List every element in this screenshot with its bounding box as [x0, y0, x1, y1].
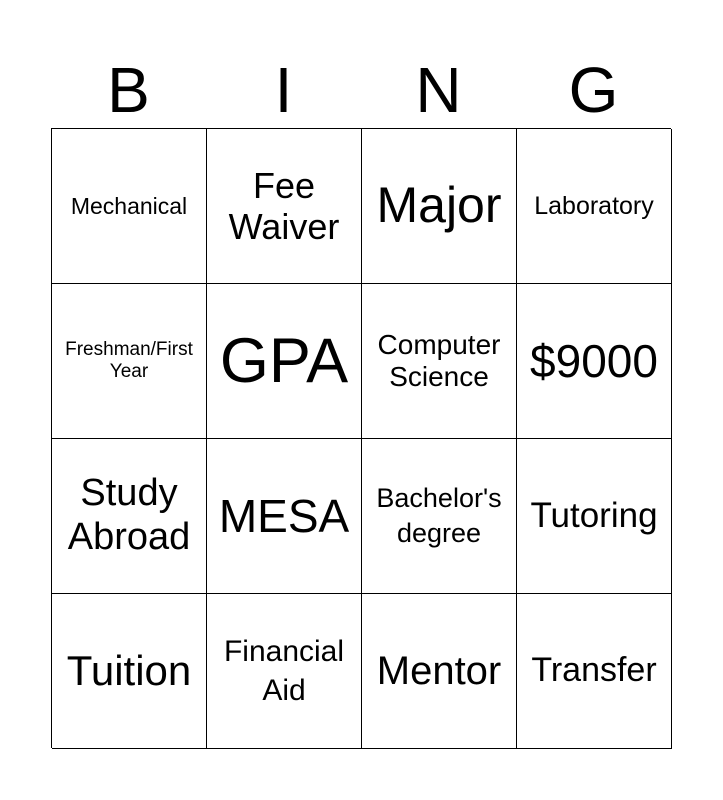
cell-label: Bachelor's degree [376, 482, 502, 548]
bingo-cell[interactable] [362, 594, 517, 749]
bingo-cell[interactable] [207, 594, 362, 749]
bingo-cell[interactable] [517, 284, 672, 439]
header-letter-g: G [568, 54, 619, 126]
cell-label: $9000 [530, 334, 658, 387]
cell-label: Tuition [66, 646, 192, 694]
bingo-cell[interactable] [207, 129, 362, 284]
cell-label: Computer Science [377, 328, 501, 392]
cell-label: Mentor [376, 649, 502, 693]
bingo-cell[interactable] [52, 284, 207, 439]
bingo-cell[interactable] [52, 594, 207, 749]
cell-label: Study Abroad [67, 472, 191, 558]
cell-label: Freshman/First Year [65, 339, 193, 382]
bingo-cell[interactable] [362, 129, 517, 284]
cell-label: Transfer [531, 651, 657, 690]
bingo-cell[interactable] [517, 594, 672, 749]
header-letter-i: I [274, 54, 293, 126]
bingo-header [51, 52, 671, 128]
bingo-cell[interactable] [362, 439, 517, 594]
bingo-cell[interactable] [362, 284, 517, 439]
header-letter-b: B [107, 54, 150, 126]
bingo-cell[interactable] [207, 284, 362, 439]
bingo-cell[interactable] [517, 439, 672, 594]
bingo-cell[interactable] [207, 439, 362, 594]
bingo-board [51, 128, 671, 748]
cell-label: Major [376, 177, 502, 234]
bingo-cell[interactable] [517, 129, 672, 284]
cell-label: Tutoring [530, 495, 658, 535]
bingo-cell[interactable] [52, 129, 207, 284]
cell-label: Financial Aid [223, 635, 345, 707]
cell-label: GPA [219, 325, 349, 396]
bingo-cell[interactable] [52, 439, 207, 594]
cell-label: Mechanical [70, 192, 188, 219]
cell-label: Laboratory [534, 191, 654, 220]
cell-label: MESA [218, 489, 350, 542]
cell-label: Fee Waiver [228, 164, 340, 247]
header-letter-n: N [415, 54, 462, 126]
